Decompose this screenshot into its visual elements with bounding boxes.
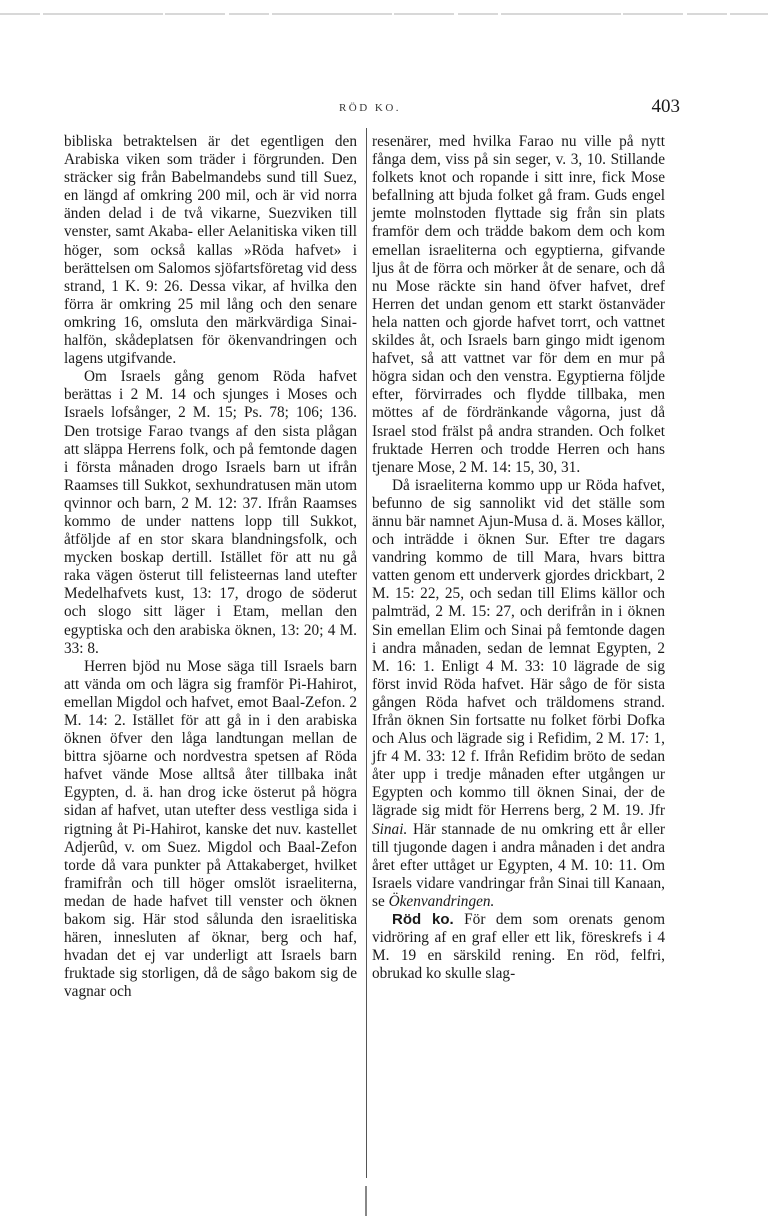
cross-reference-okenvandringen: Ökenvandringen. [388, 892, 495, 910]
entry-headword: Röd ko. [392, 911, 454, 929]
right-paragraph-2 [372, 477, 665, 911]
entry-text: För dem som orenats genom vidröring af en graf eller ett lik, föreskrefs i 4 M. 19 en särskild rening. En röd, felfri, obrukad ko skulle slag- [372, 911, 666, 983]
column-divider [366, 128, 367, 1178]
left-paragraph-1: bibliska betraktelsen är det egentligen den Arabiska viken som träder i förgrunden. Den sträcker sig från Babelmandebs sund till Suez, en längd af omkring 200 mil, och är vid norra änden delad i de två vikarne, Suezviken till venster, samt Akaba- eller Aelanitiska viken till höger, som också kallas »Röda hafvet» i berättelsen om Salomos sjöfartsföretag vid dess strand, 1 K. 9: 26. Dessa vikar, af hvilka den förra är omkring 25 mil lång och den senare omkring 16, omsluta den märkvärdiga Sinai-halfön, skådeplatsen för ökenvandringen och lagens utgifvande. [64, 133, 357, 368]
right-paragraph-2-text-b: Här stannade de nu omkring ett år eller till tjugonde dagen i andra månaden i det andra året efter uttåget ur Egypten, 4 M. 10: 11. Om Israels vidare vandringar från Sinai till Kanaan, se [372, 820, 665, 910]
cross-reference-sinai: Sinai. [372, 820, 408, 838]
running-head: RÖD KO. [338, 102, 402, 114]
right-column [372, 133, 665, 983]
page-edge-mark [365, 1186, 367, 1216]
page-header [60, 96, 680, 126]
right-paragraph-1: resenärer, med hvilka Farao nu ville på nytt fånga dem, viss på sin seger, v. 3, 10. Stillande folkets knot och ropande i sitt inre, fick Mose befallning att bjuda folket gå fram. Guds engel jemte molnstoden flyttade sig från sin plats framför dem och trädde bakom dem och kom emellan israeliterna och egyptierna, gifvande ljus åt de förra och mörker åt de senare, och då nu Mose räckte sin hand öfver hafvet, dref Herren det undan genom ett starkt östanväder hela natten och gjorde hafvet torrt, och vattnet skildes åt, och Israels barn gingo midt igenom hafvet, så att vattnet var för dem en mur på högra sidan och den venstra. Egyptierna följde efter, förvirrades och flydde tillbaka, men möttes af de fördränkande vågorna, just då Israel stod frälst på andra stranden. Och folket fruktade Herren och trodde Herren och hans tjenare Mose, 2 M. 14: 15, 30, 31. [372, 133, 665, 476]
page-number: 403 [651, 96, 680, 117]
top-edge-rule [0, 13, 768, 15]
left-paragraph-2: Om Israels gång genom Röda hafvet berättas i 2 M. 14 och sjunges i Moses och Israels lofsånger, 2 M. 15; Ps. 78; 106; 136. Den trotsige Farao tvangs af den sista plågan att släppa Herrens folk, och på femtonde dagen i första månaden drogo Israels barn ut ifrån Raamses till Sukkot, sexhundratusen män utom qvinnor och barn, 2 M. 12: 37. Ifrån Raamses kommo de under nattens lopp till Sukkot, åtföljde af en stor skara blandningsfolk, och mycken boskap dertill. Istället för att nu gå raka vägen österut till felisteernas land utefter Medelhafvets kust, 13: 17, drogo de söderut och slogo sitt läger i Etam, mellan den egyptiska och den arabiska öknen, 13: 20; 4 M. 33: 8. [64, 368, 357, 657]
entry-rod-ko [372, 911, 665, 983]
right-paragraph-2-text-a: Då israeliterna kommo upp ur Röda hafvet, befunno de sig sannolikt vid det ställe som ännu bär namnet Ajun-Musa d. ä. Moses källor, och inträdde i öknen Sur. Efter tre dagars vandring kommo de till Mara, hvars bittra vatten genom ett underverk gjordes drickbart, 2 M. 15: 22, 25, och sedan till Elims källor och palmträd, 2 M. 15: 27, och derifrån in i öknen Sin emellan Elim och Sinai på femtonde dagen i andra månaden, sedan de lemnat Egypten, 2 M. 16: 1. Enligt 4 M. 33: 10 lägrade de sig först invid Röda hafvet. Här sågo de för sista gången Röda hafvet och träldomens strand. Ifrån öknen Sin fortsatte nu folket förbi Dofka och Alus och lägrade sig i Refidim, 2 M. 17: 1, jfr 4 M. 33: 12 f. Ifrån Refidim bröto de sedan åter upp i tredje månaden efter utgången ur Egypten och kommo till öknen Sinai, der de lägrade sig midt för Herrens berg, 2 M. 19. Jfr [372, 476, 665, 820]
left-paragraph-3: Herren bjöd nu Mose säga till Israels barn att vända om och lägra sig framför Pi-Hahirot, emellan Migdol och hafvet, emot Baal-Zefon. 2 M. 14: 2. Istället för att gå in i den arabiska öknen öfver den låga landtungan mellan de bittra sjöarne och nordvestra spetsen af Röda hafvet vände Mose alltså åter tillbaka inåt Egypten, d. ä. han drog icke österut på högra sidan af hafvet, utan utefter dess vestliga sida i rigtning åt Pi-Hahirot, kanske det nuv. kastellet Adjerûd, v. om Suez. Migdol och Baal-Zefon torde då vara punkter på Attakaberget, hvilket framifrån och till höger omslöt israeliterna, medan de hade hafvet till venster och öknen bakom sig. Här stod sålunda den israelitiska hären, innesluten af öknar, berg och haf, hvadan det ej var underligt att Israels barn fruktade sig storligen, då de sågo bakom sig de vagnar och [64, 657, 357, 1001]
left-column [64, 133, 357, 1002]
